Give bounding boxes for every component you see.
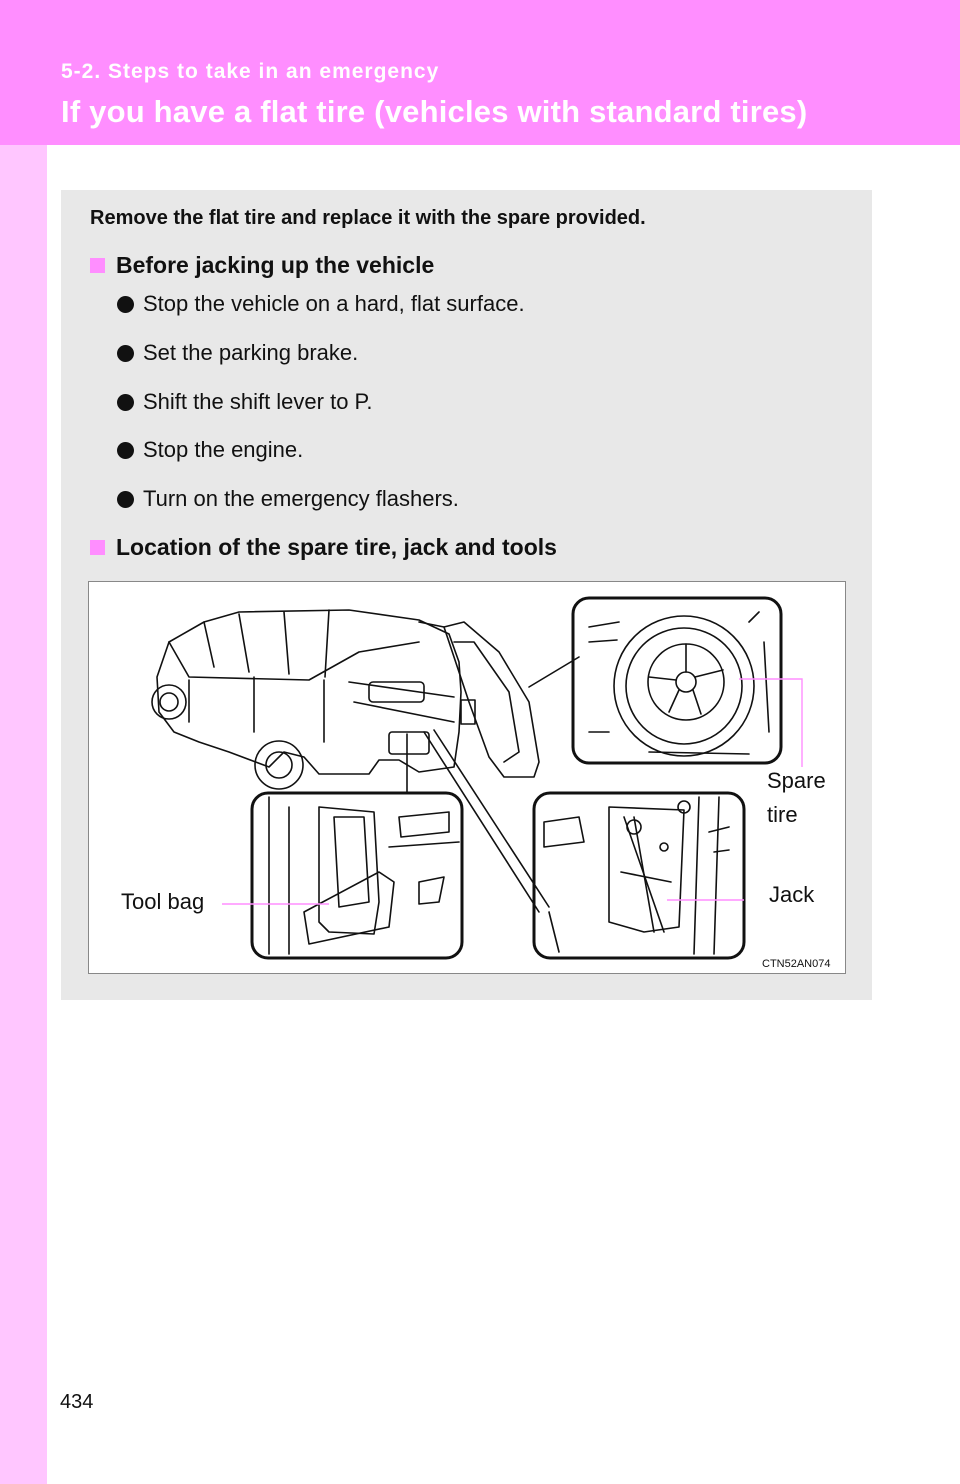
step-text: Set the parking brake.	[143, 340, 359, 365]
spare-tire-inset	[573, 598, 781, 763]
step-item	[117, 340, 358, 366]
step-item	[117, 486, 459, 512]
page-title: If you have a flat tire (vehicles with standard tires)	[61, 94, 808, 129]
location-heading	[90, 534, 557, 561]
spare-tire-label-line2: tire	[767, 802, 798, 827]
heading-text: Location of the spare tire, jack and tools	[116, 534, 557, 560]
tool-bag-inset	[252, 793, 462, 958]
jack-inset	[534, 793, 744, 958]
intro-text: Remove the flat tire and replace it with the spare provided.	[90, 207, 646, 229]
step-text: Turn on the emergency flashers.	[143, 486, 459, 511]
step-text: Stop the engine.	[143, 437, 304, 462]
bullet-dot-icon	[117, 394, 134, 411]
bullet-dot-icon	[117, 491, 134, 508]
step-item	[117, 389, 373, 415]
spare-tire-label-line1: Spare	[767, 768, 826, 793]
step-text: Shift the shift lever to P.	[143, 389, 373, 414]
tool-bag-label: Tool bag	[121, 889, 205, 914]
step-item	[117, 437, 303, 463]
side-strip	[0, 145, 47, 1484]
vehicle-drawing	[152, 610, 539, 789]
bullet-dot-icon	[117, 296, 134, 313]
jack-label: Jack	[769, 882, 815, 907]
before-jacking-heading	[90, 252, 434, 279]
page-number: 434	[60, 1391, 94, 1413]
location-illustration	[88, 581, 846, 974]
figure-code: CTN52AN074	[762, 958, 831, 970]
bullet-dot-icon	[117, 442, 134, 459]
heading-text: Before jacking up the vehicle	[116, 252, 435, 278]
step-item	[117, 291, 525, 317]
square-bullet-icon	[90, 540, 105, 555]
bullet-dot-icon	[117, 345, 134, 362]
step-text: Stop the vehicle on a hard, flat surface.	[143, 291, 525, 316]
square-bullet-icon	[90, 258, 105, 273]
section-label: 5-2. Steps to take in an emergency	[61, 60, 440, 83]
